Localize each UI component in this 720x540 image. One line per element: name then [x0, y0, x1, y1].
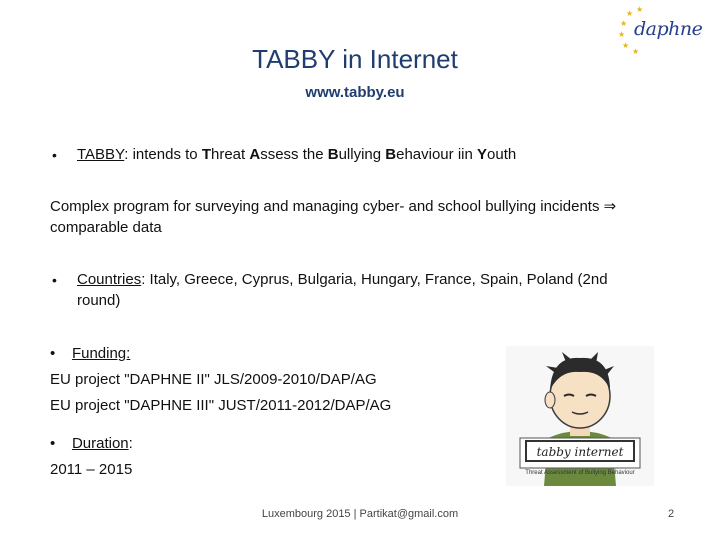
countries-line-1	[77, 269, 608, 290]
star-icon: ★	[636, 5, 644, 14]
bullet-3: •	[50, 345, 56, 362]
acronym-letter: Y	[477, 146, 488, 163]
star-icon: ★	[632, 47, 640, 56]
tabby-desc: hreat	[210, 146, 250, 163]
countries-term: Countries	[77, 271, 142, 288]
funding-term: Funding:	[71, 345, 131, 362]
bullet-4: •	[50, 435, 56, 452]
star-icon: ★	[620, 19, 628, 28]
tabby-desc: ehaviour iin	[396, 146, 477, 163]
daphne-logo	[618, 5, 710, 56]
duration-colon: :	[128, 435, 133, 452]
tabby-desc: outh	[487, 146, 517, 163]
funding-line-1: EU project "DAPHNE II" JLS/2009-2010/DAP/AG	[50, 371, 377, 388]
countries-line-2: round)	[77, 292, 121, 309]
acronym-letter: A	[249, 146, 261, 163]
logo-text: daphne	[634, 18, 703, 40]
bullet-1: •	[52, 147, 57, 163]
badge-caption: Threat Assessment of Bullying Behaviour	[525, 470, 635, 476]
page-subtitle: www.tabby.eu	[305, 84, 405, 101]
page-number: 2	[668, 508, 675, 520]
badge-text: tabby internet	[536, 445, 624, 459]
star-icon: ★	[622, 41, 630, 50]
star-icon: ★	[618, 30, 626, 39]
star-icon: ★	[626, 9, 634, 18]
tabby-line	[77, 144, 516, 165]
complex-program-line-2: comparable data	[50, 219, 162, 236]
countries-list: : Italy, Greece, Cyprus, Bulgaria, Hungary, France, Spain, Poland (2nd	[141, 271, 608, 288]
funding-heading	[50, 343, 130, 364]
tabby-desc: ssess the	[260, 146, 328, 163]
complex-program-line-1: Complex program for surveying and managing cyber- and school bullying incidents ⇒	[50, 198, 617, 215]
funding-line-2: EU project "DAPHNE III" JUST/2011-2012/DAP/AG	[50, 397, 392, 414]
tabby-desc: : intends to	[124, 146, 202, 163]
acronym-letter: B	[385, 146, 397, 163]
acronym-letter: T	[201, 146, 211, 163]
tabby-mascot-illustration	[506, 346, 654, 486]
tabby-desc: ullying	[338, 146, 386, 163]
page-title: TABBY in Internet	[252, 44, 458, 74]
duration-term: Duration	[71, 435, 129, 452]
acronym-letter: B	[327, 146, 339, 163]
duration-heading	[50, 433, 133, 454]
tabby-term: TABBY	[77, 146, 125, 163]
footer-text: Luxembourg 2015 | Partikat@gmail.com	[261, 508, 459, 520]
bullet-2: •	[52, 272, 57, 288]
mascot-icon	[506, 346, 654, 486]
duration-value: 2011 – 2015	[50, 461, 133, 478]
